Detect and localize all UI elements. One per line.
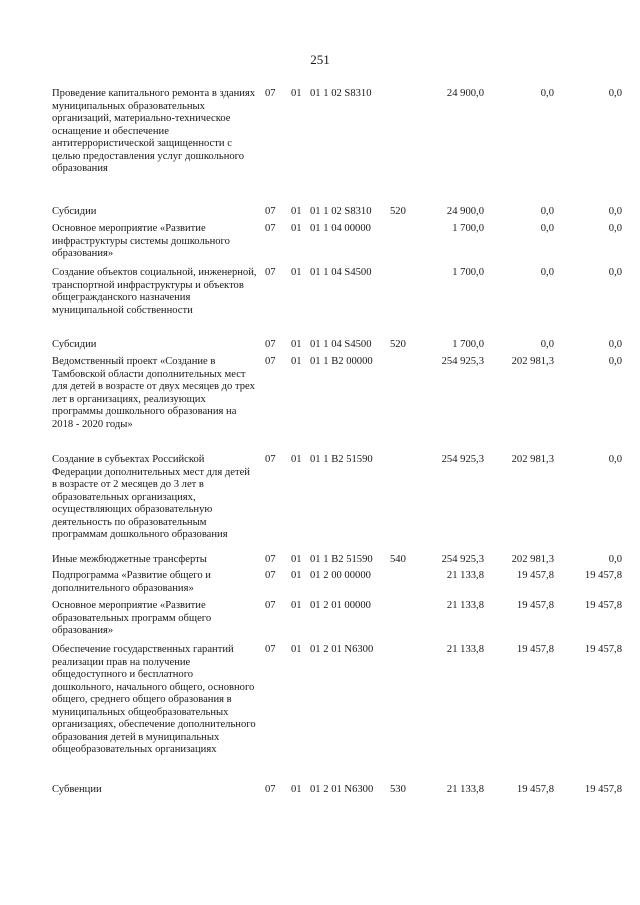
row-amount-3: 0,0 <box>608 356 622 367</box>
table-row <box>52 267 622 339</box>
row-expense-type <box>390 267 412 339</box>
row-amount-1: 21 133,8 <box>446 570 484 581</box>
row-name: Проведение капитального ремонта в зданиях муниципальных образовательных организаций, материально-техническое оснащение и обеспечение антитеррористической защищенности с целью предоставления услуг дошкольного образования <box>52 88 256 174</box>
budget-table-body <box>52 88 622 800</box>
row-amount-1: 21 133,8 <box>446 600 484 611</box>
row-amount-1: 1 700,0 <box>452 339 484 350</box>
row-target-code: 01 1 02 S8310 <box>310 206 372 217</box>
row-name: Основное мероприятие «Развитие инфраструктуры системы дошкольного образования» <box>52 223 230 259</box>
table-row <box>52 554 622 570</box>
row-amount-1: 24 900,0 <box>446 88 484 99</box>
row-amount-1: 21 133,8 <box>446 784 484 795</box>
row-target-code: 01 1 04 S4500 <box>310 339 372 350</box>
row-expense-type <box>390 570 412 600</box>
row-name: Ведомственный проект «Создание в Тамбовской области дополнительных мест для детей в возрасте от двух месяцев до трех лет в организациях, реализующих программы дошкольного образования на 2018 - 2020 годы» <box>52 356 255 430</box>
row-amount-3: 0,0 <box>608 88 622 99</box>
row-amount-2: 19 457,8 <box>516 784 554 795</box>
row-amount-2: 19 457,8 <box>516 644 554 655</box>
row-amount-2: 19 457,8 <box>516 600 554 611</box>
row-amount-1: 254 925,3 <box>441 356 484 367</box>
row-subsection: 01 <box>291 206 302 217</box>
row-amount-3: 0,0 <box>608 223 622 234</box>
row-amount-3: 19 457,8 <box>584 644 622 655</box>
row-expense-type: 540 <box>390 554 406 565</box>
row-subsection: 01 <box>291 356 302 367</box>
row-amount-1: 1 700,0 <box>452 267 484 278</box>
row-amount-2: 0,0 <box>540 206 554 217</box>
row-amount-3: 0,0 <box>608 206 622 217</box>
page-number: 251 <box>310 52 330 67</box>
row-expense-type <box>390 88 412 206</box>
row-name: Субсидии <box>52 206 97 217</box>
row-amount-3: 19 457,8 <box>584 784 622 795</box>
row-amount-3: 19 457,8 <box>584 570 622 581</box>
row-amount-3: 0,0 <box>608 339 622 350</box>
row-section: 07 <box>265 339 276 350</box>
row-section: 07 <box>265 223 276 234</box>
row-amount-1: 254 925,3 <box>441 554 484 565</box>
row-subsection: 01 <box>291 339 302 350</box>
row-section: 07 <box>265 267 276 278</box>
row-amount-2: 202 981,3 <box>511 454 554 465</box>
row-amount-1: 254 925,3 <box>441 454 484 465</box>
table-row <box>52 356 622 454</box>
row-subsection: 01 <box>291 454 302 465</box>
row-amount-2: 202 981,3 <box>511 554 554 565</box>
row-expense-type <box>390 356 412 454</box>
row-section: 07 <box>265 600 276 611</box>
row-amount-2: 0,0 <box>540 339 554 350</box>
row-target-code: 01 1 02 S8310 <box>310 88 372 99</box>
row-target-code: 01 2 01 N6300 <box>310 644 374 655</box>
row-expense-type: 520 <box>390 206 406 217</box>
row-subsection: 01 <box>291 644 302 655</box>
row-amount-3: 0,0 <box>608 267 622 278</box>
row-subsection: 01 <box>291 784 302 795</box>
row-name: Подпрограмма «Развитие общего и дополнительного образования» <box>52 570 211 594</box>
row-name: Субвенции <box>52 784 102 795</box>
row-target-code: 01 1 04 S4500 <box>310 267 372 278</box>
row-expense-type <box>390 223 412 267</box>
row-amount-3: 19 457,8 <box>584 600 622 611</box>
table-row <box>52 570 622 600</box>
row-expense-type <box>390 644 412 784</box>
row-target-code: 01 2 00 00000 <box>310 570 371 581</box>
row-target-code: 01 1 B2 51590 <box>310 554 373 565</box>
table-row <box>52 223 622 267</box>
row-amount-1: 21 133,8 <box>446 644 484 655</box>
row-name: Основное мероприятие «Развитие образовательных программ общего образования» <box>52 600 212 636</box>
row-target-code: 01 1 B2 00000 <box>310 356 373 367</box>
row-name: Создание в субъектах Российской Федерации дополнительных мест для детей в возрасте от 2 месяцев до 3 лет в образовательных организациях, осуществляющих образовательную деятельность по образовательным программам дошкольного образования <box>52 454 250 540</box>
row-amount-2: 202 981,3 <box>511 356 554 367</box>
row-name: Обеспечение государственных гарантий реализации прав на получение общедоступного и бесплатного дошкольного, начального общего, основного общего, среднего общего образования в муниципальных общеобразовательных организациях, обеспечение дополнительного образования детей в муниципальных общеобразовательных организациях <box>52 644 256 755</box>
row-target-code: 01 1 B2 51590 <box>310 454 373 465</box>
row-amount-2: 0,0 <box>540 267 554 278</box>
row-subsection: 01 <box>291 554 302 565</box>
row-amount-1: 1 700,0 <box>452 223 484 234</box>
row-section: 07 <box>265 88 276 99</box>
row-section: 07 <box>265 554 276 565</box>
table-row <box>52 784 622 800</box>
row-amount-3: 0,0 <box>608 554 622 565</box>
row-name: Создание объектов социальной, инженерной, транспортной инфраструктуры и объектов общегражданского назначения муниципальной собственности <box>52 267 257 316</box>
row-expense-type: 530 <box>390 784 406 795</box>
row-subsection: 01 <box>291 267 302 278</box>
row-expense-type <box>390 454 412 554</box>
table-row <box>52 454 622 554</box>
row-subsection: 01 <box>291 223 302 234</box>
row-target-code: 01 2 01 N6300 <box>310 784 374 795</box>
row-section: 07 <box>265 356 276 367</box>
table-row <box>52 88 622 206</box>
row-subsection: 01 <box>291 88 302 99</box>
budget-table <box>52 88 622 800</box>
row-name: Иные межбюджетные трансферты <box>52 554 207 565</box>
row-amount-3: 0,0 <box>608 454 622 465</box>
row-section: 07 <box>265 644 276 655</box>
row-amount-2: 0,0 <box>540 223 554 234</box>
row-expense-type <box>390 600 412 644</box>
row-subsection: 01 <box>291 570 302 581</box>
table-row <box>52 600 622 644</box>
row-section: 07 <box>265 454 276 465</box>
row-amount-1: 24 900,0 <box>446 206 484 217</box>
row-name: Субсидии <box>52 339 97 350</box>
row-section: 07 <box>265 570 276 581</box>
row-target-code: 01 1 04 00000 <box>310 223 371 234</box>
table-row <box>52 206 622 223</box>
row-subsection: 01 <box>291 600 302 611</box>
row-amount-2: 19 457,8 <box>516 570 554 581</box>
row-section: 07 <box>265 784 276 795</box>
table-row <box>52 339 622 356</box>
row-section: 07 <box>265 206 276 217</box>
row-amount-2: 0,0 <box>540 88 554 99</box>
row-expense-type: 520 <box>390 339 406 350</box>
table-row <box>52 644 622 784</box>
row-target-code: 01 2 01 00000 <box>310 600 371 611</box>
